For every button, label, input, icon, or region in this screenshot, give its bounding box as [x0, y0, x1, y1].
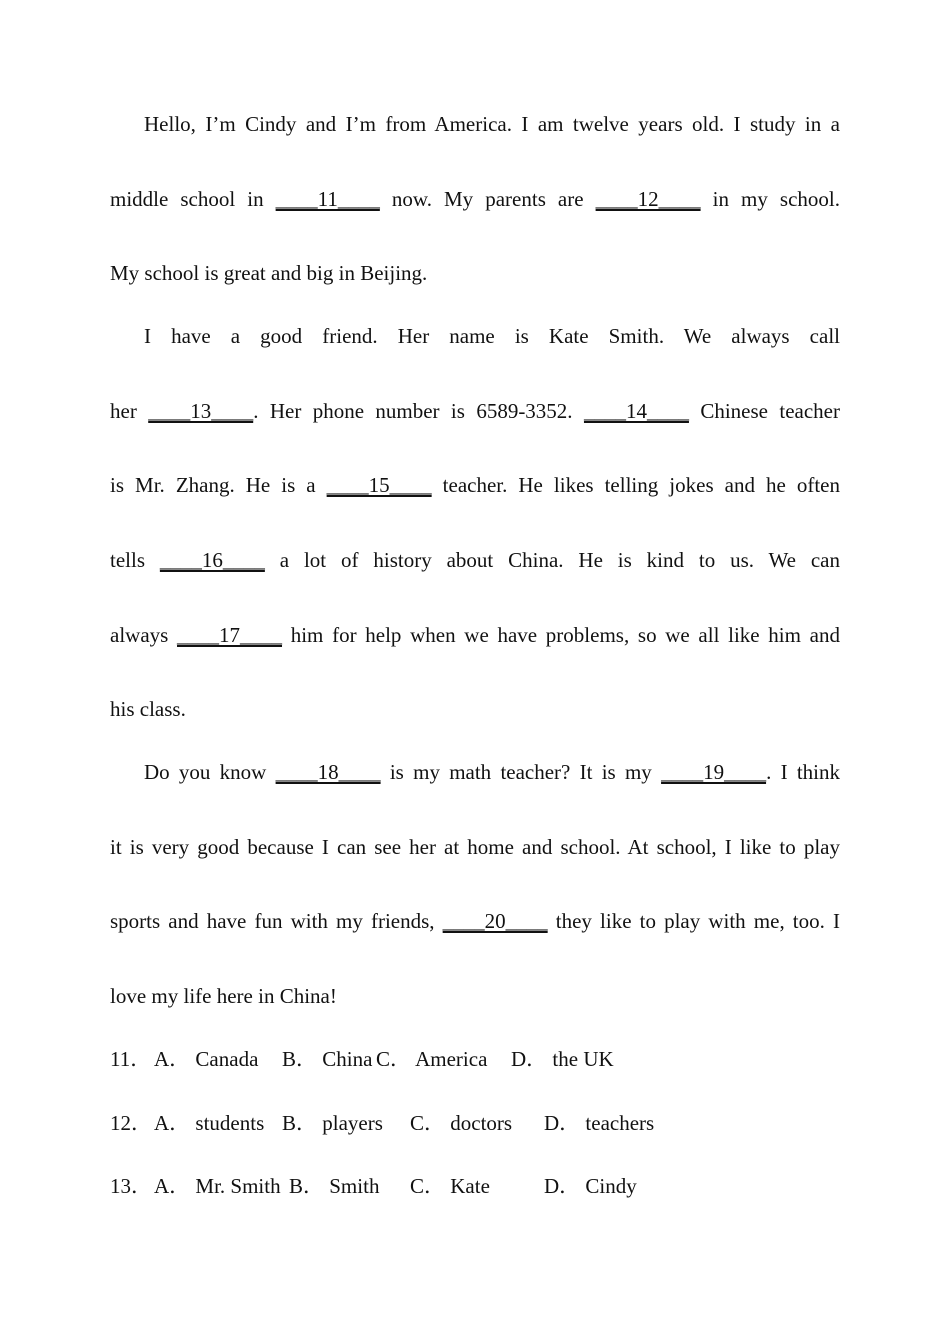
p2-text: always	[110, 623, 178, 647]
option-d[interactable]: D． teachers	[544, 1111, 655, 1135]
p2-line-4	[110, 545, 840, 575]
p2-line-1: I have a good friend. Her name is Kate Smith. We always call	[144, 324, 840, 348]
blank-15[interactable]: ____15____	[326, 473, 432, 497]
p1-line-2	[110, 184, 840, 214]
blank-18[interactable]: ____18____	[275, 760, 381, 784]
blank-12[interactable]: ____12____	[595, 187, 701, 211]
p1-line-1: Hello, I’m Cindy and I’m from America. I am twelve years old. I study in a	[144, 112, 840, 136]
option-c[interactable]: C． America	[376, 1047, 488, 1071]
p3-line-4: love my life here in China!	[110, 984, 337, 1008]
question-number: 13．	[110, 1174, 152, 1198]
p2-line-2	[110, 396, 840, 426]
blank-20[interactable]: ____20____	[442, 909, 548, 933]
p3-text: Do you know	[144, 760, 276, 784]
blank-17[interactable]: ____17____	[177, 623, 283, 647]
option-a[interactable]: A． Mr. Smith	[154, 1174, 281, 1198]
p3-line-1	[110, 757, 840, 787]
p2-text: her	[110, 399, 149, 423]
option-b[interactable]: B． Smith	[289, 1174, 380, 1198]
p3-line-3	[110, 906, 840, 936]
p3-line-2: it is very good because I can see her at home and school. At school, I like to play	[110, 835, 840, 859]
blank-16[interactable]: ____16____	[159, 548, 265, 572]
p2-line-5	[110, 620, 840, 650]
option-c[interactable]: C． Kate	[410, 1174, 490, 1198]
option-a[interactable]: A． Canada	[154, 1047, 259, 1071]
p2-text: Chinese teacher	[688, 399, 840, 423]
blank-14[interactable]: ____14____	[583, 399, 689, 423]
option-b[interactable]: B． players	[282, 1111, 383, 1135]
option-b[interactable]: B． China	[282, 1047, 373, 1071]
p2-line-6: his class.	[110, 697, 186, 721]
blank-19[interactable]: ____19____	[661, 760, 767, 784]
option-a[interactable]: A． students	[154, 1111, 265, 1135]
blank-13[interactable]: ____13____	[148, 399, 254, 423]
question-number: 12．	[110, 1111, 152, 1135]
p2-text: him for help when we have problems, so we all like him and	[282, 623, 840, 647]
p3-text: is my math teacher? It is my	[380, 760, 662, 784]
p1-text: in my school.	[700, 187, 840, 211]
option-d[interactable]: D． Cindy	[544, 1174, 637, 1198]
option-c[interactable]: C． doctors	[410, 1111, 513, 1135]
blank-11[interactable]: ____11____	[275, 187, 380, 211]
p2-line-3	[110, 470, 840, 500]
p2-text: is Mr. Zhang. He is a	[110, 473, 327, 497]
p3-text: . I think	[766, 760, 840, 784]
p2-text: a lot of history about China. He is kind to us. We can	[264, 548, 840, 572]
option-d[interactable]: D． the UK	[511, 1047, 614, 1071]
p2-text: tells	[110, 548, 160, 572]
p1-line-3: My school is great and big in Beijing.	[110, 261, 428, 285]
p1-text: middle school in	[110, 187, 276, 211]
p2-text: . Her phone number is 6589-3352.	[253, 399, 584, 423]
p3-text: sports and have fun with my friends,	[110, 909, 443, 933]
p2-text: teacher. He likes telling jokes and he often	[431, 473, 840, 497]
question-number: 11．	[110, 1047, 152, 1071]
p1-text: now. My parents are	[379, 187, 596, 211]
p3-text: they like to play with me, too. I	[547, 909, 841, 933]
